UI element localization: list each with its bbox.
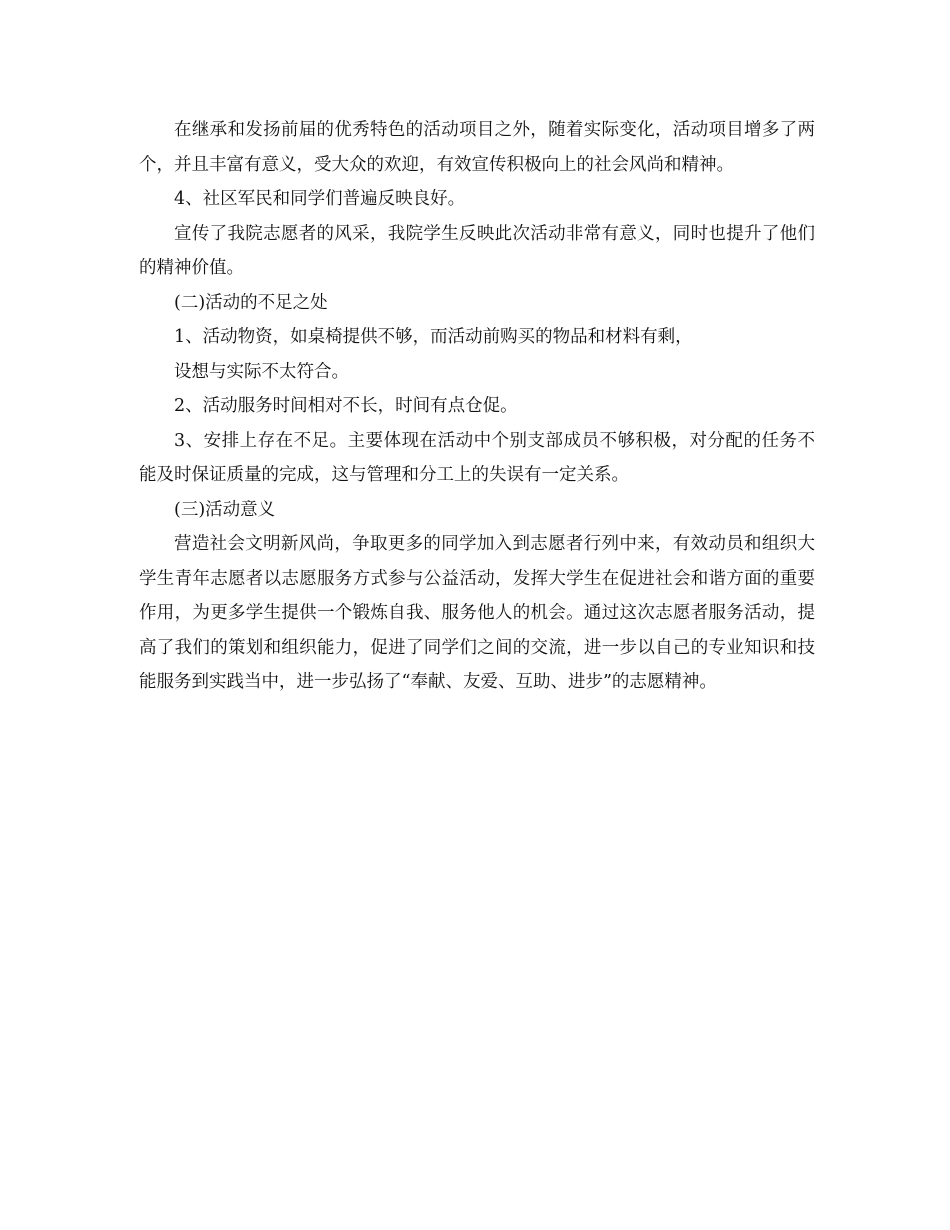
- paragraph-shortcoming-1: 1、活动物资，如桌椅提供不够，而活动前购买的物品和材料有剩，: [174, 327, 693, 347]
- paragraph-significance: 营造社会文明新风尚，争取更多的同学加入到志愿者行列中来，有效动员和组织大学生青年志愿者以志愿服务方式参与公益活动，发挥大学生在促进社会和谐方面的重要作用，为更多学生提供一个锻炼自我、服务他人的机会。通过这次志愿者服务活动，提高了我们的策划和组织能力，促进了同学们之间的交流，进一步以自己的专业知识和技能服务到实践当中，进一步弘扬了“奉献、友爱、互助、进步”的志愿精神。: [139, 534, 815, 692]
- paragraph-inheritance: 在继承和发扬前届的优秀特色的活动项目之外，随着实际变化，活动项目增多了两个，并且丰富有意义，受大众的欢迎，有效宣传积极向上的社会风尚和精神。: [139, 120, 815, 175]
- section-heading-significance: (三)活动意义: [174, 499, 276, 520]
- paragraph-shortcoming-1-continued: 设想与实际不太符合。: [174, 361, 349, 382]
- paragraph-feedback-point-4: 4、社区军民和同学们普遍反映良好。: [174, 189, 466, 209]
- section-heading-shortcomings: (二)活动的不足之处: [174, 292, 328, 313]
- document-body: [139, 113, 815, 700]
- paragraph-shortcoming-2: 2、活动服务时间相对不长，时间有点仓促。: [174, 396, 518, 416]
- paragraph-shortcoming-3: 3、安排上存在不足。主要体现在活动中个别支部成员不够积极，对分配的任务不能及时保证质量的完成，这与管理和分工上的失误有一定关系。: [139, 430, 815, 485]
- paragraph-volunteer-spirit: 宣传了我院志愿者的风采，我院学生反映此次活动非常有意义，同时也提升了他们的精神价值。: [139, 223, 815, 278]
